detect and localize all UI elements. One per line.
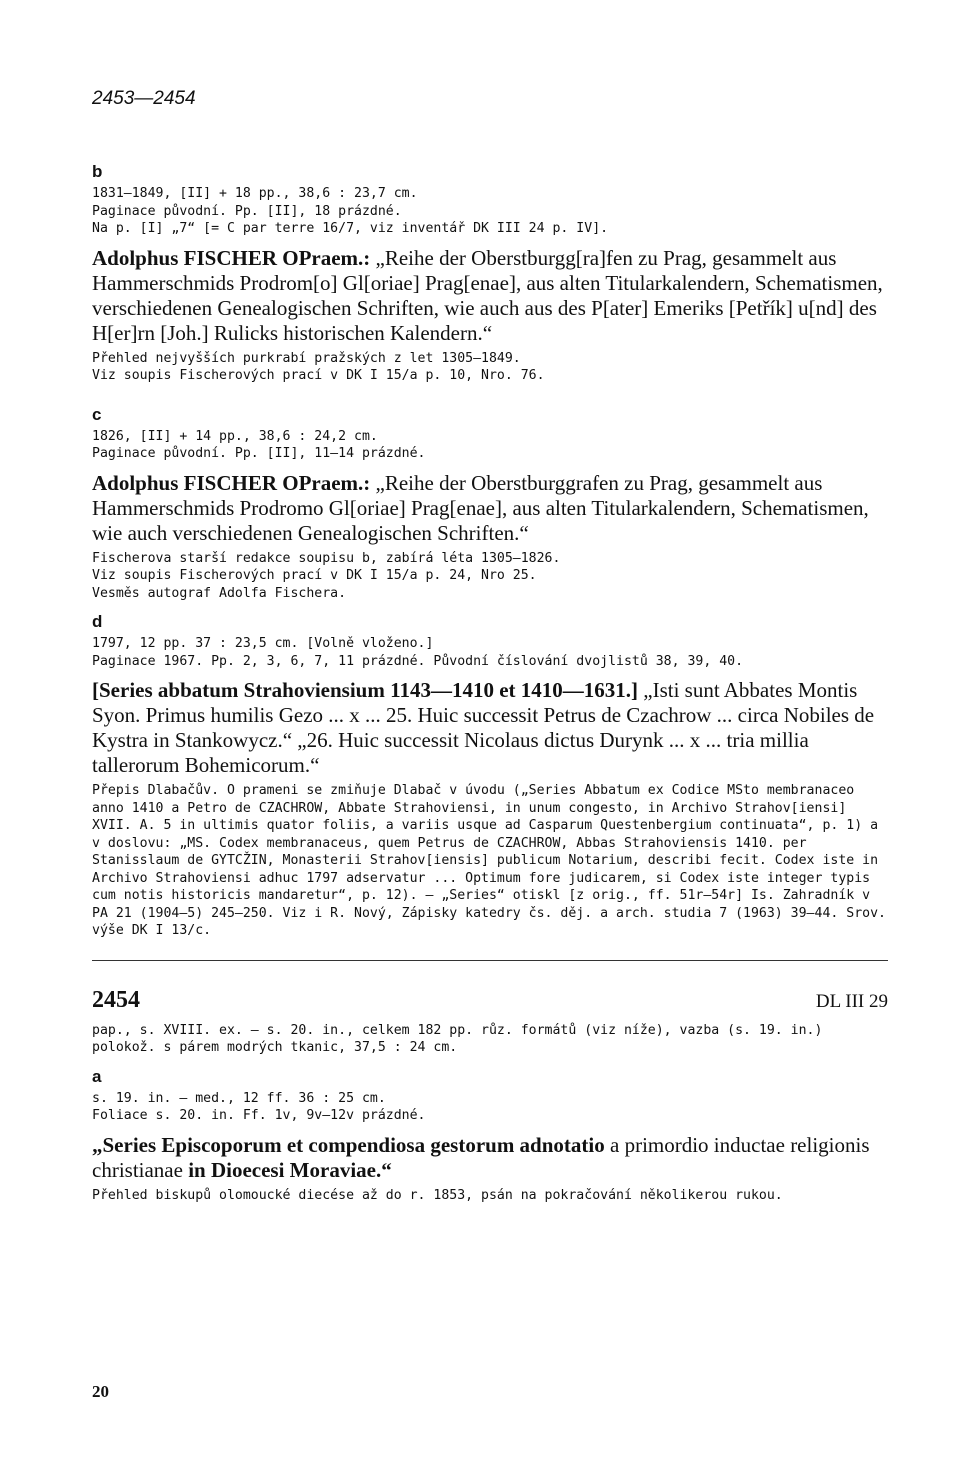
title-block (92, 246, 888, 346)
content-note: Přehled nejvyšších purkrabí pražských z let 1305—1849. (92, 350, 521, 366)
pagination-note: Paginace původní. Pp. [II], 11—14 prázdné. (92, 446, 426, 461)
section-letter-b: b (92, 162, 103, 181)
running-head: 2453—2454 (92, 88, 196, 109)
title-block (92, 678, 888, 778)
title-heading: „Series Episcoporum et compendiosa gestorum adnotatio (92, 1132, 605, 1157)
author-heading: Adolphus FISCHER OPraem.: (92, 470, 371, 495)
foliation-note: Foliace s. 20. in. Ff. 1v, 9v—12v prázdné. (92, 1108, 426, 1123)
author-heading: Adolphus FISCHER OPraem.: (92, 245, 371, 270)
page (92, 88, 894, 1204)
autograph-note: Vesměs autograf Adolfa Fischera. (92, 585, 347, 601)
reference-note: Viz soupis Fischerových prací v DK I 15/a p. 24, Nro 25. (92, 568, 537, 583)
transcription-note: Přepis Dlabačův. O prameni se zmiňuje Dlabač v úvodu („Series Abbatum ex Codice MSto membranaceo anno 1410 a Petro de CZACHROW, Abbate Strahoviensi, in unum congesto, in Archivo Strahov[iensi] XVII. A. 5 in ultimis quator foliis, a variis usque ad Casparum Questenbergium continuata“, p. 1) a v doslovu: „MS. Codex membranaceus, quem Petrus de CZACHROW, Abbas Strahoviensis 1410. per Stanisslaum de GYTCŽIN, Monasterii Strahov[iensis] publicum Notarium, describi fecit. Codex iste in Archivo Strahoviensi adhuc 1797 adservatur ... Optimum fore judicarem, si Codex iste integer typis cum notis historicis mandaretur“, p. 12). — „Series“ otiskl [z orig., ff. 51r—54r] Is. Zahradník v PA 21 (1904—5) 245—250. Viz i R. Nový, Zápisky katedry čs. děj. a arch. studia 7 (1963) 39—44. Srov. výše DK I 13/c. (92, 783, 894, 938)
title-tail: in Dioecesi Moraviae.“ (188, 1157, 392, 1182)
title-block (92, 471, 888, 546)
section-letter-a: a (92, 1066, 102, 1086)
physical-description: 1831—1849, [II] + 18 pp., 38,6 : 23,7 cm. (92, 186, 418, 201)
reference-note: Viz soupis Fischerových prací v DK I 15/a p. 10, Nro. 76. (92, 368, 545, 383)
page-number: 20 (92, 1382, 109, 1401)
entry-divider (92, 960, 888, 961)
title-text: „Isti sunt Abbates Montis Syon. Primus humilis Gezo ... x ... 25. Huic successit Petrus de Czachrow ... circa Nobiles de Kystra in Stankowycz.“ „26. Huic successit Nicolaus dictus Durynk ... x ... tria millia tallerorum Bohemicorum.“ (92, 678, 875, 777)
entry-header (92, 987, 888, 1014)
physical-description: 1826, [II] + 14 pp., 38,6 : 24,2 cm. (92, 428, 378, 444)
title-text: a primordio inductae religionis christianae (92, 1132, 870, 1182)
section-letter-d: d (92, 612, 103, 631)
content-note: Přehled biskupů olomoucké diecése až do r. 1853, psán na pokračování několikerou rukou. (92, 1187, 783, 1203)
title-text: „Reihe der Oberstburgg[ra]fen zu Prag, gesammelt aus Hammerschmids Prodrom[o] Gl[oriae] Prag[enae], aus alten Titularkalendern, Schematismen, verschiedenen Genealogischen Schriften, wie auch aus des P[ater] Emeriks [Petřík] u[nd] des H[er]rn [Joh.] Rulicks historischen Kalendern.“ (92, 245, 883, 345)
shelf-mark: DL III 29 (815, 990, 888, 1012)
pagination-note: Paginace původní. Pp. [II], 18 prázdné. (92, 203, 402, 219)
series-heading: [Series abbatum Strahoviensium 1143—1410 et 1410—1631.] (92, 678, 638, 702)
title-block (92, 1133, 888, 1183)
physical-description: 1797, 12 pp. 37 : 23,5 cm. [Volně vloženo.] (92, 636, 434, 651)
section-letter-c: c (92, 404, 102, 424)
pagination-note: Paginace 1967. Pp. 2, 3, 6, 7, 11 prázdné. Původní číslování dvojlistů 38, 39, 40. (92, 653, 744, 669)
page-note: Na p. [I] „7“ [= C par terre 16/7, viz inventář DK III 24 p. IV]. (92, 221, 609, 236)
entry-number: 2454 (92, 986, 140, 1013)
content-note: Fischerova starší redakce soupisu b, zabírá léta 1305—1826. (92, 550, 561, 566)
title-text: „Reihe der Oberstburggrafen zu Prag, gesammelt aus Hammerschmids Prodromo Gl[oriae] Prag[enae], aus alten Titularkalendern, Schematismen, wie auch verschiedenen Genealogischen Schriften.“ (92, 470, 869, 545)
physical-description: s. 19. in. — med., 12 ff. 36 : 25 cm. (92, 1090, 386, 1106)
entry-description: pap., s. XVIII. ex. — s. 20. in., celkem 182 pp. růz. formátů (viz níže), vazba (s. 19. in.) polokož. s párem modrých tkanic, 37,5 : 24 cm. (92, 1022, 831, 1055)
